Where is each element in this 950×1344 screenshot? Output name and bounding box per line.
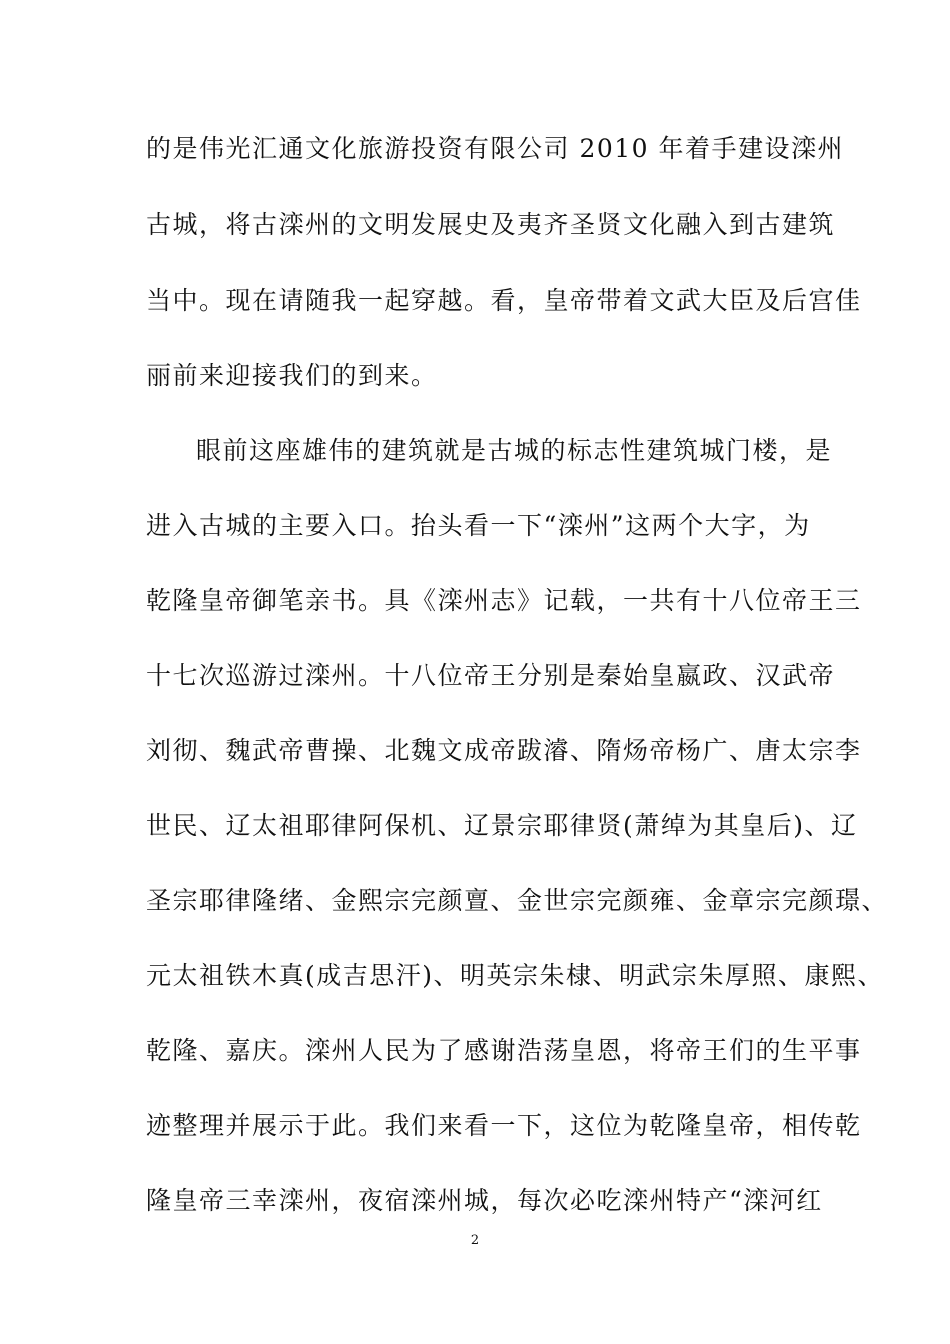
page-number: 2 (470, 1233, 480, 1248)
text-line: 进入古城的主要入口。抬头看一下“滦州”这两个大字，为 (146, 511, 811, 540)
text-line: 刘彻、魏武帝曹操、北魏文成帝跋濬、隋炀帝杨广、唐太宗李 (146, 736, 862, 765)
text-line: 的是伟光汇通文化旅游投资有限公司 2010 年着手建设滦州 (146, 134, 845, 163)
text-line: 乾隆皇帝御笔亲书。具《滦州志》记载，一共有十八位帝王三 (146, 586, 862, 615)
text-line: 乾隆、嘉庆。滦州人民为了感谢浩荡皇恩，将帝王们的生平事 (146, 1036, 862, 1065)
text-line: 丽前来迎接我们的到来。 (146, 361, 438, 390)
text-line: 圣宗耶律隆绪、金熙宗完颜亶、金世宗完颜雍、金章宗完颜璟、 (146, 886, 889, 915)
paragraph-first-line: 眼前这座雄伟的建筑就是古城的标志性建筑城门楼，是 (196, 436, 833, 465)
text-line: 元太祖铁木真(成吉思汗)、明英宗朱棣、明武宗朱厚照、康熙、 (146, 961, 885, 990)
text-line: 当中。现在请随我一起穿越。看，皇帝带着文武大臣及后宫佳 (146, 286, 862, 315)
text-line: 古城，将古滦州的文明发展史及夷齐圣贤文化融入到古建筑 (146, 210, 836, 239)
text-line: 世民、辽太祖耶律阿保机、辽景宗耶律贤(萧绰为其皇后)、辽 (146, 811, 858, 840)
text-line: 迹整理并展示于此。我们来看一下，这位为乾隆皇帝，相传乾 (146, 1111, 862, 1140)
text-line: 十七次巡游过滦州。十八位帝王分别是秦始皇嬴政、汉武帝 (146, 661, 836, 690)
text-line: 隆皇帝三幸滦州，夜宿滦州城，每次必吃滦州特产“滦河红 (146, 1186, 823, 1215)
